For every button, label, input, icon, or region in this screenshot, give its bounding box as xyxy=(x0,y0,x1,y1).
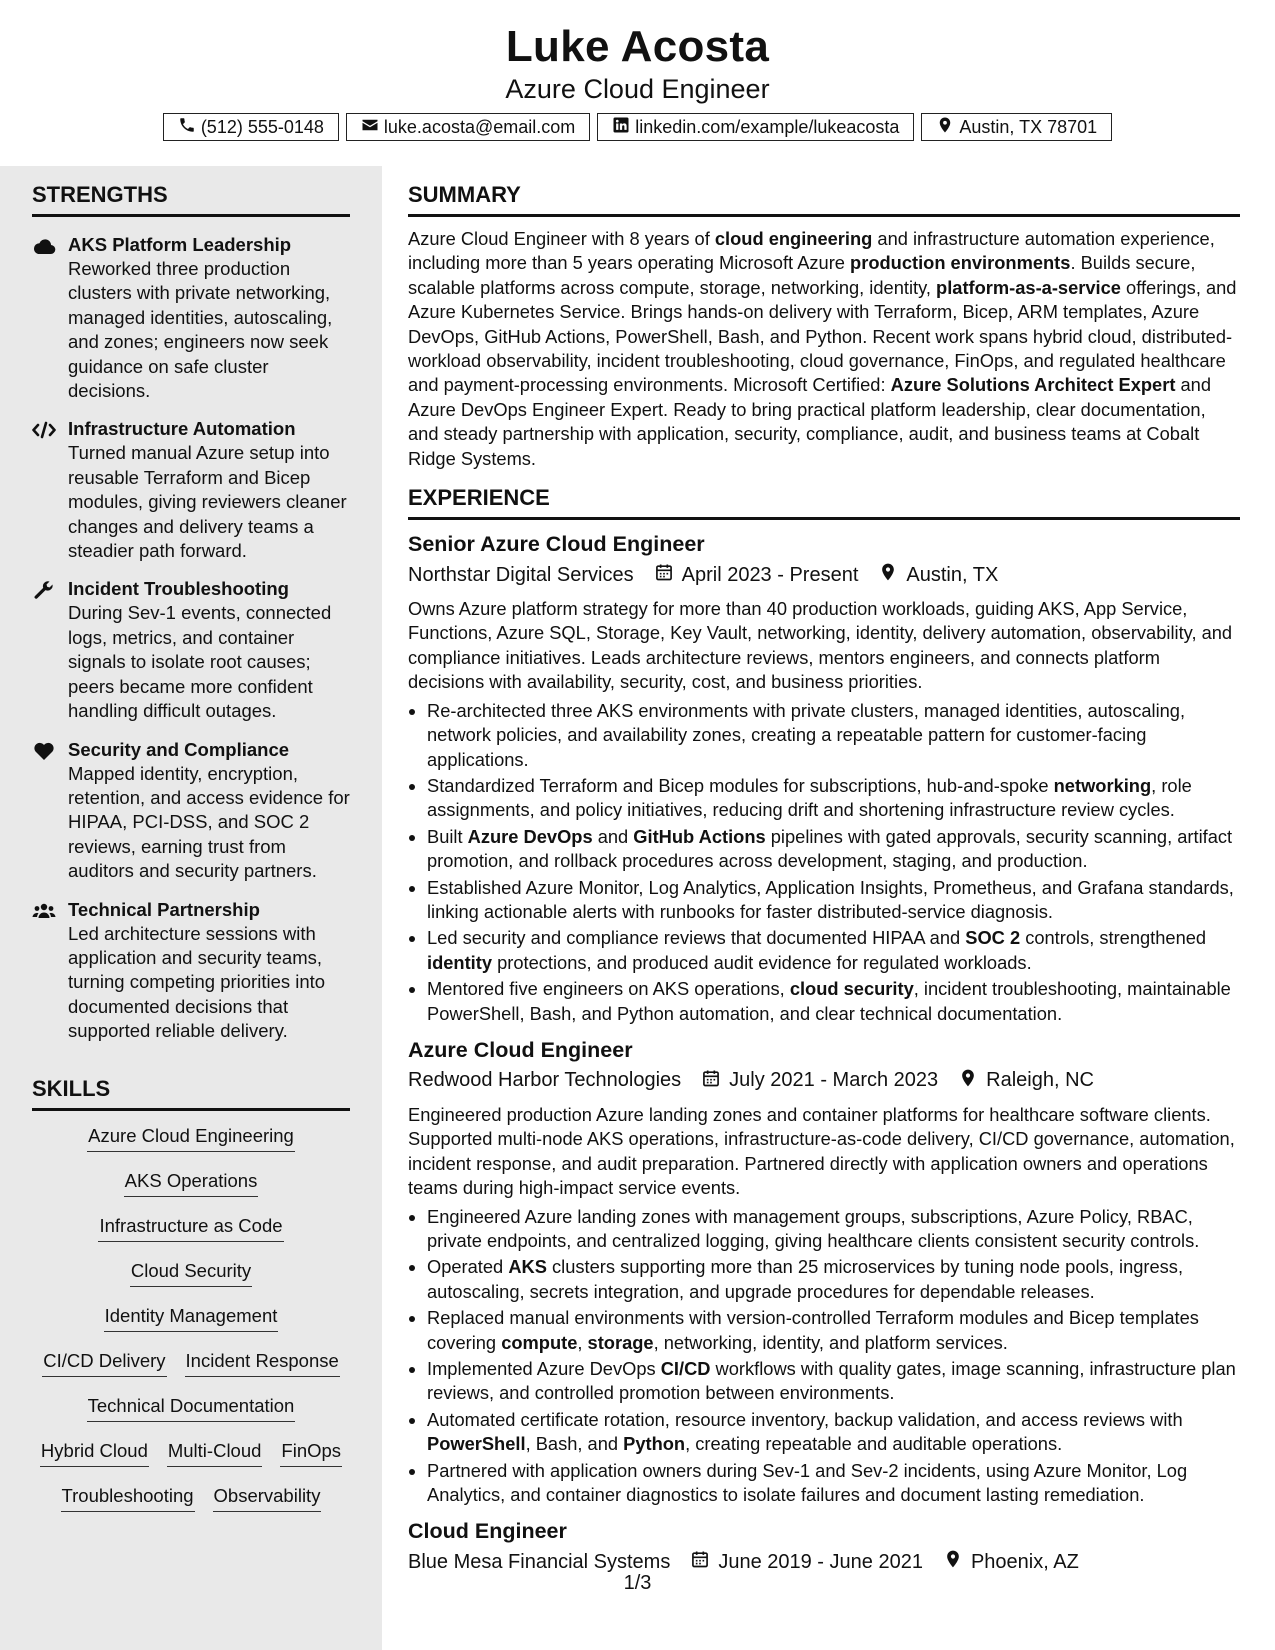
wrench-icon xyxy=(32,577,68,723)
bold-keyword: networking xyxy=(1053,774,1152,796)
contact-text: luke.acosta@email.com xyxy=(383,116,576,137)
bold-keyword: identity xyxy=(427,951,493,973)
bold-keyword: platform-as-a-service xyxy=(936,276,1121,298)
calendar-icon xyxy=(681,1068,729,1094)
bold-keyword: storage xyxy=(587,1331,654,1353)
skill-tag: CI/CD Delivery xyxy=(42,1350,166,1377)
skill-tag: Technical Documentation xyxy=(87,1395,296,1422)
bold-keyword: SOC 2 xyxy=(965,927,1021,949)
contact-text: Austin, TX 78701 xyxy=(959,116,1098,137)
list-item: • Standardized Terraform and Bicep modules for subscriptions, hub-and-spoke networking, role assignments, and policy initiatives, reducing drift and shortening infrastructure review cycles. xyxy=(427,774,1240,823)
skill-tag: Observability xyxy=(213,1485,322,1512)
bold-keyword: production environments xyxy=(850,252,1071,274)
strength-desc: Turned manual Azure setup into reusable Terraform and Bicep modules, giving reviewers cleaner changes and delivery teams a steadier path forward. xyxy=(68,442,347,562)
map-pin-icon xyxy=(936,116,954,139)
list-item: • Operated AKS clusters supporting more than 25 microservices by tuning node pools, ingress, autoscaling, secrets integration, and upgrade procedures for dependable releases. xyxy=(427,1255,1240,1304)
skill-row xyxy=(16,1485,366,1530)
strength-item xyxy=(32,417,352,563)
list-item: • Re-architected three AKS environments with private clusters, managed identities, autoscaling, network policies, and availability zones, creating a repeatable pattern for customer-facing applications. xyxy=(427,699,1240,772)
job-dates: April 2023 - Present xyxy=(681,563,859,586)
skill-row xyxy=(16,1395,366,1440)
job-location: Raleigh, NC xyxy=(986,1069,1094,1092)
job-company: Northstar Digital Services xyxy=(408,563,634,586)
bold-keyword: PowerShell xyxy=(427,1433,526,1455)
skill-tag: FinOps xyxy=(280,1440,342,1467)
experience-section xyxy=(408,485,1240,1576)
skill-tag: Identity Management xyxy=(104,1305,279,1332)
skill-tag: Incident Response xyxy=(185,1350,340,1377)
envelope-icon xyxy=(361,116,379,139)
sidebar xyxy=(0,166,382,1650)
job-dates: June 2019 - June 2021 xyxy=(718,1550,923,1573)
job-title: Azure Cloud Engineer xyxy=(408,1037,633,1062)
resume-header xyxy=(0,0,1275,166)
job-company: Redwood Harbor Technologies xyxy=(408,1069,682,1092)
section-title-skills: SKILLS xyxy=(32,1076,350,1111)
list-item: • Established Azure Monitor, Log Analytics, Application Insights, Prometheus, and Grafana standards, linking actionable alerts with runbooks for faster distributed-service diagnosis. xyxy=(427,876,1240,925)
list-item: • Built Azure DevOps and GitHub Actions pipelines with gated approvals, security scanning, artifact promotion, and rollback procedures across development, staging, and production. xyxy=(427,825,1240,874)
list-item: • Replaced manual environments with version-controlled Terraform modules and Bicep templates covering compute, storage, networking, identity, and platform services. xyxy=(427,1306,1240,1355)
skill-row xyxy=(16,1440,366,1485)
contact-linkedin xyxy=(597,113,914,141)
contact-bar xyxy=(0,113,1275,141)
skill-tag: Troubleshooting xyxy=(61,1485,195,1512)
strength-desc: Reworked three production clusters with private networking, managed identities, autoscaling, and zones; engineers now seek guidance on safe cluster decisions. xyxy=(68,258,333,402)
strength-title: Infrastructure Automation xyxy=(68,418,296,440)
job-location: Austin, TX xyxy=(906,563,999,586)
skill-tag: Cloud Security xyxy=(130,1260,252,1287)
summary-text: Azure Cloud Engineer with 8 years of cloud engineering and infrastructure automation experience, including more than 5 years operating Microsoft Azure production environments. Builds secure, scalable platforms across compute, storage, networking, identity, platform-as-a-service offerings, and Azure Kubernetes Service. Brings hands-on delivery with Terraform, Bicep, ARM templates, Azure DevOps, GitHub Actions, PowerShell, Bash, and Python. Recent work spans hybrid cloud, distributed-workload observability, incident troubleshooting, cloud governance, FinOps, and regulated healthcare and payment-processing environments. Microsoft Certified: Azure Solutions Architect Expert and Azure DevOps Engineer Expert. Ready to bring practical platform leadership, clear documentation, and steady partnership with application, security, compliance, audit, and business teams at Cobalt Ridge Systems. xyxy=(408,228,1237,469)
linkedin-icon xyxy=(612,116,630,139)
strengths-section xyxy=(32,182,352,1044)
section-title-experience: EXPERIENCE xyxy=(408,485,1240,520)
users-icon xyxy=(32,898,68,1044)
job-entry xyxy=(408,530,1240,1026)
candidate-role: Azure Cloud Engineer xyxy=(505,74,770,104)
skill-tag: Hybrid Cloud xyxy=(40,1440,149,1467)
list-item: • Automated certificate rotation, resource inventory, backup validation, and access reviews with PowerShell, Bash, and Python, creating repeatable and auditable operations. xyxy=(427,1408,1240,1457)
contact-text: linkedin.com/example/lukeacosta xyxy=(635,116,900,137)
job-entry xyxy=(408,1036,1240,1508)
list-item: • Partnered with application owners during Sev-1 and Sev-2 incidents, using Azure Monitor, Log Analytics, and container diagnostics to isolate failures and document lasting remediation. xyxy=(427,1459,1240,1508)
skill-row xyxy=(16,1215,366,1260)
strength-desc: Mapped identity, encryption, retention, and access evidence for HIPAA, PCI-DSS, and SOC 2 reviews, earning trust from auditors and security partners. xyxy=(68,762,350,882)
bold-keyword: AKS xyxy=(508,1256,547,1278)
contact-email xyxy=(346,113,590,141)
skill-row xyxy=(16,1305,366,1350)
bold-keyword: Azure DevOps xyxy=(467,825,593,847)
job-location: Phoenix, AZ xyxy=(970,1550,1079,1573)
strength-title: Incident Troubleshooting xyxy=(68,578,289,600)
skill-tag: Multi-Cloud xyxy=(167,1440,263,1467)
phone-icon xyxy=(178,116,196,139)
strength-item xyxy=(32,233,352,403)
job-dates: July 2021 - March 2023 xyxy=(729,1069,939,1092)
bold-keyword: CI/CD xyxy=(660,1358,711,1380)
heart-icon xyxy=(32,738,68,884)
strength-item xyxy=(32,738,352,884)
job-bullets xyxy=(408,1205,1240,1508)
skills-list xyxy=(16,1125,366,1530)
list-item: • Engineered Azure landing zones with management groups, subscriptions, Azure Policy, RBAC, private endpoints, and centralized logging, giving healthcare clients consistent security controls. xyxy=(427,1205,1240,1254)
list-item: • Mentored five engineers on AKS operations, cloud security, incident troubleshooting, maintainable PowerShell, Bash, and Python automation, and clear technical documentation. xyxy=(427,977,1240,1026)
contact-location xyxy=(921,113,1112,141)
list-item: • Implemented Azure DevOps CI/CD workflows with quality gates, image scanning, infrastructure plan reviews, and controlled promotion between environments. xyxy=(427,1357,1240,1406)
skill-tag: Azure Cloud Engineering xyxy=(87,1125,295,1152)
skill-tag: Infrastructure as Code xyxy=(98,1215,283,1242)
bold-keyword: Python xyxy=(623,1433,686,1455)
bold-keyword: cloud security xyxy=(789,978,914,1000)
candidate-name: Luke Acosta xyxy=(505,22,770,71)
skill-tag: AKS Operations xyxy=(124,1170,259,1197)
skill-row xyxy=(16,1125,366,1170)
bold-keyword: cloud engineering xyxy=(714,228,873,249)
job-title: Senior Azure Cloud Engineer xyxy=(408,532,705,557)
section-title-summary: SUMMARY xyxy=(408,182,1240,217)
job-company: Blue Mesa Financial Systems xyxy=(408,1550,671,1573)
map-pin-icon xyxy=(858,562,906,588)
cloud-icon xyxy=(32,233,68,403)
summary-section xyxy=(408,182,1240,471)
map-pin-icon xyxy=(938,1068,986,1094)
skill-row xyxy=(16,1350,366,1395)
strength-title: Security and Compliance xyxy=(68,738,290,760)
strength-item xyxy=(32,898,352,1044)
job-description: Engineered production Azure landing zones and container platforms for healthcare software clients. Supported multi-node AKS operations, infrastructure-as-code delivery, CI/CD governance, automation, incident response, and audit preparation. Partnered directly with application owners and operations teams during high-impact service events. xyxy=(408,1103,1235,1199)
strength-desc: Led architecture sessions with application and security teams, turning competing priorities into documented decisions that supported reliable delivery. xyxy=(68,922,326,1042)
bold-keyword: GitHub Actions xyxy=(633,825,766,847)
list-item: • Led security and compliance reviews that documented HIPAA and SOC 2 controls, strengthened identity protections, and produced audit evidence for regulated workloads. xyxy=(427,926,1240,975)
page-number: 1/3 xyxy=(623,1572,652,1594)
contact-phone xyxy=(163,113,339,141)
job-meta xyxy=(408,561,1240,589)
bold-keyword: Azure Solutions Architect Expert xyxy=(890,374,1176,396)
job-entry xyxy=(408,1517,1240,1576)
bold-keyword: compute xyxy=(501,1331,578,1353)
job-bullets xyxy=(408,699,1240,1026)
section-title-strengths: STRENGTHS xyxy=(32,182,350,217)
skill-row xyxy=(16,1170,366,1215)
job-title: Cloud Engineer xyxy=(408,1519,567,1544)
code-icon xyxy=(32,417,68,563)
job-meta xyxy=(408,1067,1240,1095)
skill-row xyxy=(16,1260,366,1305)
calendar-icon xyxy=(634,562,682,588)
strength-item xyxy=(32,577,352,723)
contact-text: (512) 555-0148 xyxy=(200,116,324,137)
strength-title: AKS Platform Leadership xyxy=(68,234,292,255)
skills-section xyxy=(0,1076,382,1530)
main-column xyxy=(408,166,1240,1576)
strength-desc: During Sev-1 events, connected logs, metrics, and container signals to isolate root causes; peers became more confident handling difficult outages. xyxy=(68,602,332,722)
strength-title: Technical Partnership xyxy=(68,898,260,920)
job-description: Owns Azure platform strategy for more than 40 production workloads, guiding AKS, App Service, Functions, Azure SQL, Storage, Key Vault, networking, identity, delivery automation, observability, and compliance initiatives. Leads architecture reviews, mentors engineers, and connects platform decisions with availability, security, cost, and business priorities. xyxy=(408,598,1233,693)
